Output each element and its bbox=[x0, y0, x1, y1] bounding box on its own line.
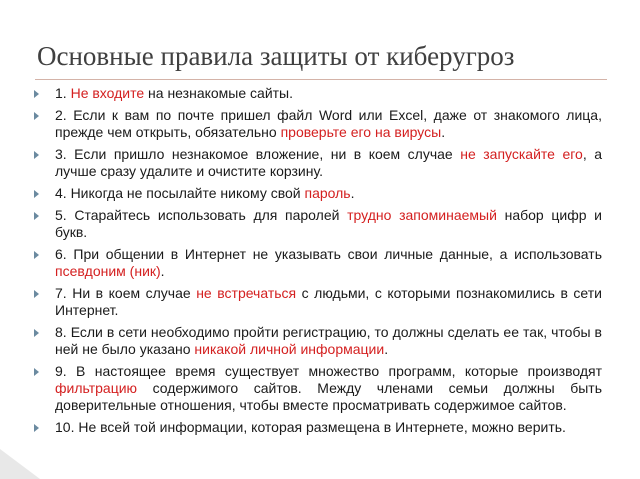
highlighted-text: фильтрацию bbox=[55, 380, 138, 396]
text-segment: . bbox=[441, 124, 446, 140]
text-segment: 3. Если пришло незнакомое вложение, ни в коем случае bbox=[55, 146, 461, 162]
title-divider bbox=[35, 79, 607, 80]
text-segment: на незнакомые сайты. bbox=[144, 85, 294, 101]
highlighted-text: никакой личной информации bbox=[194, 341, 385, 357]
list-item bbox=[30, 324, 602, 358]
text-segment: 5. Старайтесь использовать для паролей bbox=[55, 207, 348, 223]
corner-decoration bbox=[0, 449, 40, 479]
text-segment: содержимого сайтов. Между членами семьи должны быть доверительные отношения, чтобы вместе просматривать содержимое сайтов. bbox=[55, 380, 602, 413]
list-item bbox=[30, 419, 602, 436]
list-item-text bbox=[55, 419, 566, 435]
triangle-bullet-icon bbox=[34, 424, 39, 432]
triangle-bullet-icon bbox=[34, 368, 39, 376]
list-item-text bbox=[55, 146, 602, 179]
list-item bbox=[30, 146, 602, 180]
list-item bbox=[30, 85, 602, 102]
triangle-bullet-icon bbox=[34, 112, 39, 120]
text-segment: , а лучше сразу удалите и очистите корзину. bbox=[55, 146, 602, 179]
slide-title: Основные правила защиты от киберугроз bbox=[37, 41, 515, 71]
list-item-text bbox=[55, 85, 293, 101]
text-segment: набор цифр и букв. bbox=[55, 207, 603, 240]
list-item bbox=[30, 185, 602, 202]
list-item-text bbox=[55, 207, 602, 240]
highlighted-text: пароль bbox=[304, 185, 351, 201]
list-item-text bbox=[55, 185, 355, 201]
triangle-bullet-icon bbox=[34, 190, 39, 198]
list-item-text bbox=[55, 324, 602, 357]
highlighted-text: не встречаться bbox=[196, 285, 297, 301]
list-item bbox=[30, 363, 602, 414]
highlighted-text: проверьте его на вирусы bbox=[280, 124, 442, 140]
text-segment: 4. Никогда не посылайте никому свой bbox=[55, 185, 305, 201]
list-item bbox=[30, 207, 602, 241]
triangle-bullet-icon bbox=[34, 212, 39, 220]
list-item-text bbox=[55, 107, 602, 140]
text-segment: 6. При общении в Интернет не указывать свои личные данные, а использовать bbox=[55, 246, 602, 262]
triangle-bullet-icon bbox=[34, 290, 39, 298]
triangle-bullet-icon bbox=[34, 90, 39, 98]
list-item bbox=[30, 285, 602, 319]
list-item bbox=[30, 107, 602, 141]
triangle-bullet-icon bbox=[34, 251, 39, 259]
highlighted-text: Не входите bbox=[70, 85, 145, 101]
text-segment: 1. bbox=[55, 85, 71, 101]
list-item-text bbox=[55, 363, 602, 413]
rules-list bbox=[30, 85, 602, 441]
text-segment: с людьми, с которыми познакомились в сети Интернет. bbox=[55, 285, 602, 318]
triangle-bullet-icon bbox=[34, 151, 39, 159]
list-item-text bbox=[55, 285, 602, 318]
triangle-bullet-icon bbox=[34, 329, 39, 337]
text-segment: 8. Если в сети необходимо пройти регистрацию, то должны сделать ее так, чтобы в ней не было указано bbox=[55, 324, 602, 357]
text-segment: . bbox=[160, 263, 165, 279]
list-item-text bbox=[55, 246, 602, 279]
highlighted-text: не запускайте его bbox=[460, 146, 583, 162]
text-segment: 9. В настоящее время существует множество программ, которые производят bbox=[55, 363, 602, 379]
text-segment: 7. Ни в коем случае bbox=[55, 285, 197, 301]
highlighted-text: трудно запоминаемый bbox=[347, 207, 497, 223]
text-segment: 2. Если к вам по почте пришел файл Word или Excel, даже от знакомого лица, прежде чем открыть, обязательно bbox=[55, 107, 602, 140]
highlighted-text: псевдоним (ник) bbox=[55, 263, 161, 279]
text-segment: 10. Не всей той информации, которая размещена в Интернете, можно верить. bbox=[55, 419, 566, 435]
text-segment: . bbox=[350, 185, 355, 201]
text-segment: . bbox=[384, 341, 389, 357]
list-item bbox=[30, 246, 602, 280]
